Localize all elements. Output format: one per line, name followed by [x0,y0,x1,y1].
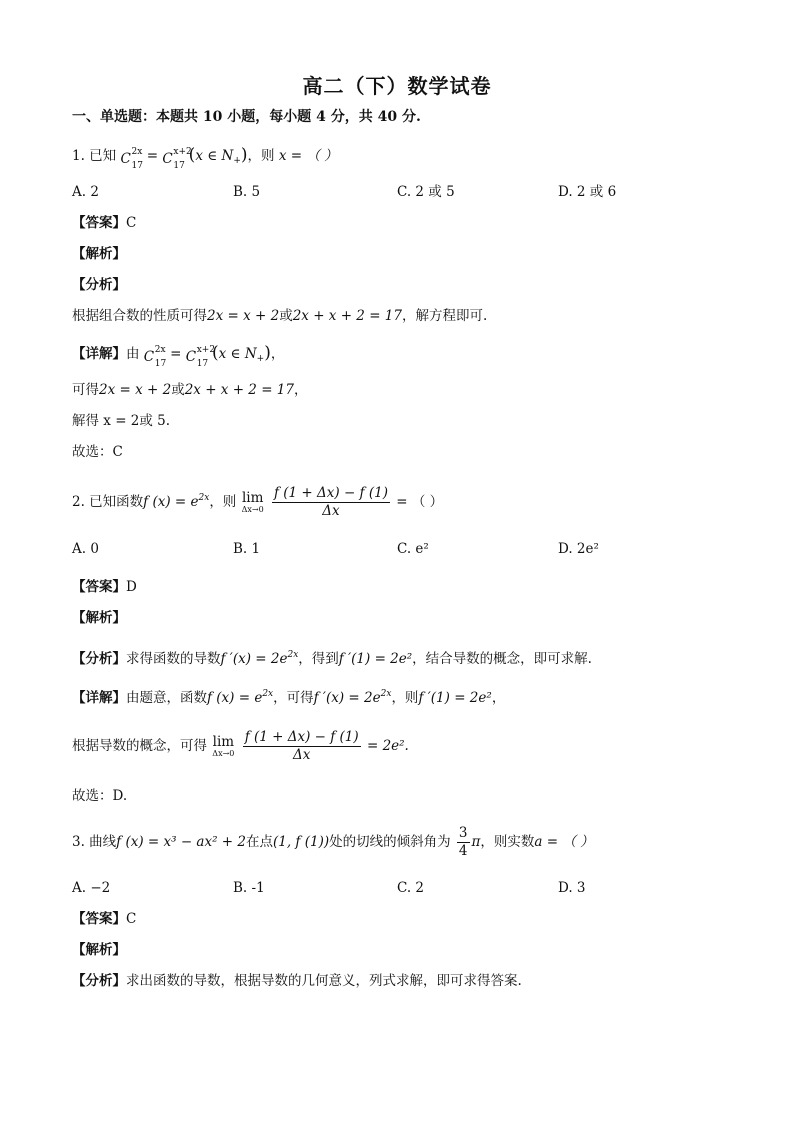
q2-option-a: A. 0 [72,541,99,557]
q2-analysis-tag: 【解析】 [72,610,126,626]
q2-option-c: C. e² [397,541,429,557]
q1-step2: 解得 x = 2或 5. [72,413,171,429]
q1-answer: 【答案】C [72,215,137,231]
section-heading: 一、单选题：本题共 10 小题，每小题 4 分，共 40 分. [72,109,421,125]
q1-detail: 【详解】由 C 2x 17 = C x+2 17 (x ∈ $N_+$)， [72,343,285,369]
q2-limit: lim Δx→0 [241,489,264,514]
q1-choose: 故选：C [72,444,123,460]
q1-analysis-tag: 【解析】 [72,246,126,262]
q2-answer: 【答案】D [72,579,137,595]
q3-option-c: C. 2 [397,880,425,896]
q2-detail: 【详解】由题意，函数f $(x) = e^{2x}$，可得f $'(x) = 2e^{2x}$，则f ′(1) = 2e²， [72,689,506,706]
q1-detail-binom-right: C x+2 17 [185,344,216,369]
q3-option-d: D. 3 [558,880,586,896]
question-1: 1. 已知 C 2x 17 = C x+2 17 (x ∈ $N_+$)，则 x = （ ） [72,145,338,171]
q1-fenxi-tag: 【分析】 [72,277,126,293]
question-3: 3. 曲线f (x) = x³ − ax² + 2在点(1, f (1))处的切线的倾斜角为 $\frac{3}{4}$ π，则实数a = （ ） [72,825,594,859]
q1-binom-right: C x+2 17 [162,146,192,171]
q3-option-a: A. −2 [72,880,111,896]
q3-analysis-tag: 【解析】 [72,942,126,958]
q3-answer: 【答案】C [72,911,137,927]
q2-choose: 故选：D. [72,788,128,804]
q1-detail-binom-left: C 2x 17 [143,344,167,369]
q1-fenxi-text: 根据组合数的性质可得2x = x + 2或2x + x + 2 = 17，解方程即可. [72,308,488,324]
q2-concept: 根据导数的概念，可得 lim Δx→0 $\frac{f (1 + \Delta x) - f (1)}{\Delta x}$ = 2e². [72,729,409,763]
q1-option-c: C. 2 或 5 [397,184,455,200]
q2-option-d: D. 2e² [558,541,599,557]
q2-concept-fraction: $\frac{f (1 + \Delta x) - f (1)}{\Delta x}$ [244,729,359,763]
q1-condition: x ∈ N [195,148,234,164]
q3-angle-fraction: $\frac{3}{4}$ [458,825,468,859]
q3-fenxi: 【分析】求出函数的导数，根据导数的几何意义，列式求解，即可求得答案. [72,973,522,989]
q1-ask: x = （ ） [278,148,338,164]
question-2: 2. 已知函数f $(x) = e^{2x}$，则 lim Δx→0 $\frac{f (1 + \Delta x) - f (1)}{\Delta x}$ = （ ） [72,485,444,519]
q1-step1: 可得2x = x + 2或2x + x + 2 = 17， [72,382,308,398]
q1-binom-left: C 2x 17 [120,146,143,171]
q2-fenxi: 【分析】求得函数的导数f $'(x) = 2e^{2x}$，得到f ′(1) = 2e²，结合导数的概念，即可求解. [72,650,592,667]
q2-concept-limit: lim Δx→0 [212,733,235,758]
q1-option-d: D. 2 或 6 [558,184,617,200]
q1-number: 1. 已知 [72,148,117,164]
q2-option-b: B. 1 [233,541,261,557]
q2-fraction: $\frac{f (1 + \Delta x) - f (1)}{\Delta x}$ [274,485,388,519]
q1-option-b: B. 5 [233,184,261,200]
q1-option-a: A. 2 [72,184,99,200]
page-title: 高二（下）数学试卷 [302,74,492,98]
q3-option-b: B. -1 [233,880,265,896]
